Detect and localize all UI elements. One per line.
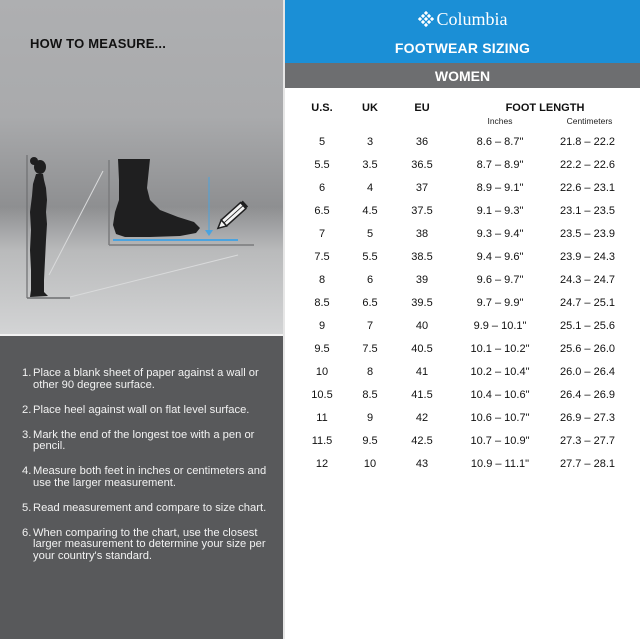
step-text: Read measurement and compare to size chart. (33, 501, 267, 514)
table-row: 12 10 43 10.9 – 11.1" 27.7 – 28.1 (315, 458, 616, 470)
step-item: 3. Mark the end of the longest toe with a pen or pencil. (22, 428, 255, 452)
brand-logo (285, 9, 640, 30)
table-row: 8 6 39 9.6 – 9.7" 24.3 – 24.7 (318, 274, 616, 286)
size-table-body (285, 136, 640, 481)
brand-name: Columbia (436, 9, 508, 29)
step-text: Place heel against wall on flat level surface. (33, 403, 250, 416)
step-item: 5. Read measurement and compare to size chart. (22, 501, 267, 514)
table-row: 10.5 8.5 41.5 10.4 – 10.6" 26.4 – 26.9 (311, 389, 616, 401)
table-row: 5 3 36 8.6 – 8.7" 21.8 – 22.2 (318, 136, 616, 148)
measure-steps-list (22, 368, 272, 576)
column-subheader-centimeters: Centimeters (566, 116, 613, 126)
size-chart-panel (285, 0, 640, 639)
guide-line (49, 171, 103, 275)
table-row: 6.5 4.5 37.5 9.1 – 9.3" 23.1 – 23.5 (314, 205, 616, 217)
table-row: 8.5 6.5 39.5 9.7 – 9.9" 24.7 – 25.1 (314, 297, 616, 309)
measure-illustration (0, 140, 283, 310)
guide-line (70, 255, 238, 297)
step-item: 1. Place a blank sheet of paper against a wall or other 90 degree surface. (22, 367, 259, 391)
pencil-icon (215, 201, 248, 232)
column-header-foot-length: FOOT LENGTH (505, 102, 585, 114)
step-item: 2. Place heel against wall on flat level surface. (22, 403, 250, 416)
table-row: 11 9 42 10.6 – 10.7" 26.9 – 27.3 (316, 412, 616, 424)
page-title: FOOTWEAR SIZING (394, 40, 531, 56)
table-row: 10 8 41 10.2 – 10.4" 26.0 – 26.4 (315, 366, 616, 378)
column-header-us: U.S. (311, 102, 333, 114)
woman-silhouette-icon (30, 157, 48, 297)
table-row: 5.5 3.5 36.5 8.7 – 8.9" 22.2 – 22.6 (314, 159, 616, 171)
table-row: 6 4 37 8.9 – 9.1" 22.6 – 23.1 (318, 182, 616, 194)
step-text: Mark the end of the longest toe with a pen or pencil. (33, 428, 255, 452)
column-subheader-inches: Inches (487, 116, 513, 126)
section-title: WOMEN (434, 68, 491, 84)
table-row: 11.5 9.5 42.5 10.7 – 10.9" 27.3 – 27.7 (311, 435, 616, 447)
how-to-measure-title: HOW TO MEASURE... (30, 36, 167, 51)
how-to-measure-panel (0, 0, 283, 639)
columbia-diamond-icon (418, 11, 434, 27)
step-item: 4. Measure both feet in inches or centimeters and use the larger measurement. (22, 465, 267, 489)
step-text: Place a blank sheet of paper against a wall or other 90 degree surface. (33, 367, 259, 391)
table-row: 7 5 38 9.3 – 9.4" 23.5 – 23.9 (318, 228, 616, 240)
table-row: 7.5 5.5 38.5 9.4 – 9.6" 23.9 – 24.3 (314, 251, 616, 263)
foot-icon (113, 159, 200, 237)
column-header-uk: UK (362, 102, 378, 114)
step-text: When comparing to the chart, use the closest larger measurement to determine your size per your country's standard. (33, 526, 266, 562)
table-row: 9 7 40 9.9 – 10.1" 25.1 – 25.6 (318, 320, 616, 332)
step-text: Measure both feet in inches or centimeters and use the larger measurement. (33, 465, 267, 489)
step-item: 6. When comparing to the chart, use the closest larger measurement to determine your size per your country's standard. (22, 526, 266, 562)
column-header-eu: EU (414, 102, 430, 114)
table-row: 9.5 7.5 40.5 10.1 – 10.2" 25.6 – 26.0 (314, 343, 616, 355)
